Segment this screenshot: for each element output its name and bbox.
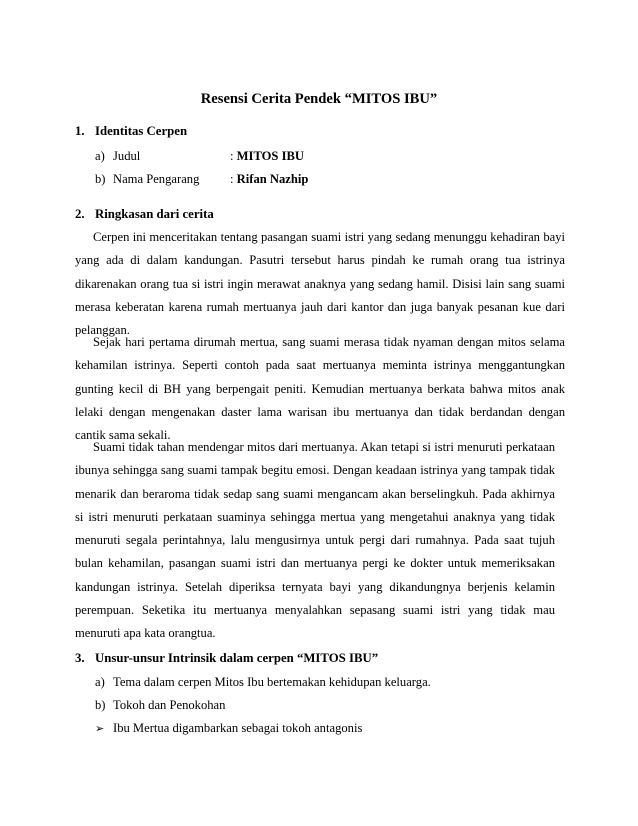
list-item-text: Tokoh dan Penokohan — [113, 698, 226, 712]
section-heading-unsur — [75, 651, 378, 666]
identity-row-judul — [95, 149, 304, 164]
section-title: Unsur-unsur Intrinsik dalam cerpen “MITOS IBU” — [95, 651, 379, 665]
summary-paragraph-1: Cerpen ini menceritakan tentang pasangan suami istri yang sedang menunggu kehadiran bayi yang ada di dalam kandungan. Pasutri tersebut harus pindah ke rumah orang tua istrinya dikarenakan orang tua si istri ingin merawat anaknya yang sedang hamil. Disisi lain sang suami merasa keberatan karena rumah mertuanya jauh dari kantor dan juga banyak pesanan kue dari pelanggan. — [75, 230, 565, 338]
list-marker: a) — [95, 675, 105, 689]
list-item-text: Tema dalam cerpen Mitos Ibu bertemakan kehidupan keluarga. — [113, 675, 431, 689]
identity-value: Rifan Nazhip — [236, 172, 309, 186]
identity-row-pengarang — [95, 172, 308, 187]
identity-value: MITOS IBU — [236, 149, 304, 163]
list-item-tokoh — [95, 698, 225, 713]
identity-colon: : — [230, 149, 237, 163]
list-marker: b) — [95, 698, 106, 712]
summary-paragraph-3: Suami tidak tahan mendengar mitos dari mertuanya. Akan tetapi si istri menuruti perkataan ibunya sehingga sang suami tampak begitu emosi. Dengan keadaan istrinya yang tampak tidak menarik dan beraroma tidak sedap sang suami mengancam akan berselingkuh. Pada akhirnya si istri menuruti perkataan suaminya sehingga mertua yang mengetahui anaknya yang tidak menuruti segala perintahnya, lalu mengusirnya untuk pergi dari rumahnya. Pada saat tujuh bulan kehamilan, pasangan suami istri dan mertuanya pergi ke dokter untuk memeriksakan kandungan istrinya. Setelah diperiksa ternyata bayi yang dikandungnya berjenis kelamin perempuan. Seketika itu mertuanya menyalahkan sepasang suami istri yang tidak mau menuruti apa kata orangtua. — [75, 440, 555, 641]
section-number: 3. — [75, 651, 85, 665]
section-title: Ringkasan dari cerita — [95, 207, 214, 221]
section-number: 2. — [75, 207, 85, 221]
list-item-tema — [95, 675, 431, 690]
document-title: Resensi Cerita Pendek “MITOS IBU” — [200, 91, 438, 107]
identity-colon: : — [230, 172, 237, 186]
list-item-ibu-mertua — [95, 721, 362, 736]
identity-key: Nama Pengarang — [113, 172, 200, 186]
section-number: 1. — [75, 124, 85, 138]
section-heading-ringkasan — [75, 207, 214, 222]
summary-paragraph-2: Sejak hari pertama dirumah mertua, sang suami merasa tidak nyaman dengan mitos selama kehamilan istrinya. Seperti contoh pada saat mertuanya meminta istrinya menggantungkan gunting kecil di BH yang berpengait peniti. Kemudian mertuanya berkata bahwa mitos anak lelaki dengan mengenakan daster lama warisan ibu mertuanya dan tidak berdandan dengan cantik sama sekali. — [75, 335, 565, 443]
list-item-text: Ibu Mertua digambarkan sebagai tokoh antagonis — [113, 721, 363, 735]
list-marker: b) — [95, 172, 106, 186]
section-title: Identitas Cerpen — [95, 124, 188, 138]
section-heading-identitas — [75, 124, 187, 139]
arrow-bullet-icon: ➢ — [95, 723, 105, 735]
list-marker: a) — [95, 149, 105, 163]
identity-key: Judul — [113, 149, 141, 163]
